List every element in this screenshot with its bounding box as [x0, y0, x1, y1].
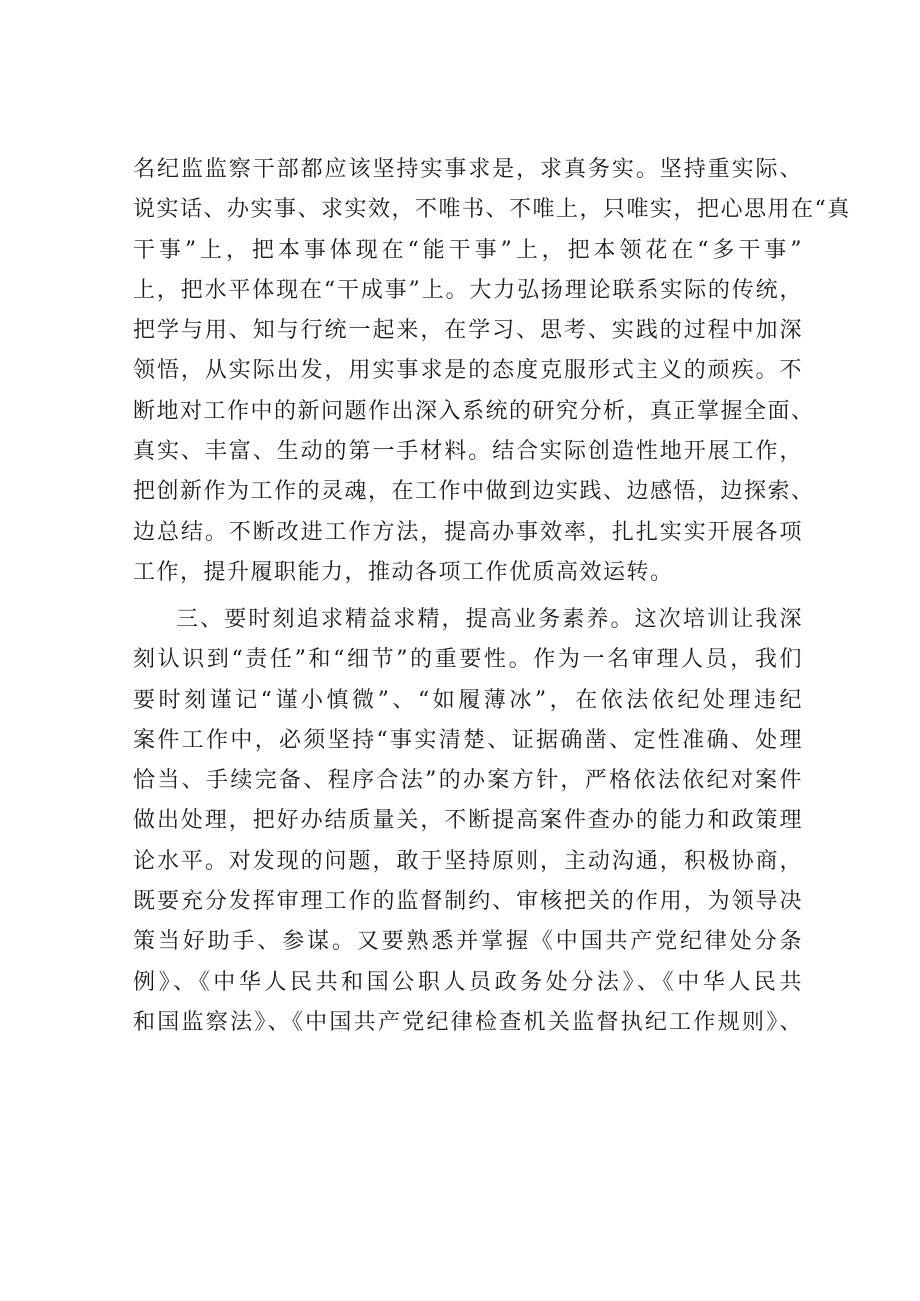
paragraph-2-line-3: 要时刻谨记“谨小慎微”、“如履薄冰”，在依法依纪处理违纪	[133, 688, 803, 713]
paragraph-2-line-11: 和国监察法》、《中国共产党纪律检查机关监督执纪工作规则》、	[133, 1010, 803, 1035]
paragraph-1-line-11: 工作，提升履职能力，推动各项工作优质高效运转。	[133, 560, 674, 585]
paragraph-2-line-4: 案件工作中，必须坚持“事实清楚、证据确凿、定性准确、处理	[133, 728, 803, 753]
paragraph-2-line-5: 恰当、手续完备、程序合法”的办案方针，严格依法依纪对案件	[133, 768, 803, 793]
paragraph-1-line-8: 真实、丰富、生动的第一手材料。结合实际创造性地开展工作，	[133, 439, 803, 464]
paragraph-2-line-2: 刻认识到“责任”和“细节”的重要性。作为一名审理人员，我们	[133, 647, 803, 672]
paragraph-2-line-10: 例》、《中华人民共和国公职人员政务处分法》、《中华人民共	[133, 970, 803, 995]
paragraph-1-line-9: 把创新作为工作的灵魂，在工作中做到边实践、边感悟，边探索、	[133, 479, 815, 504]
paragraph-2-line-6: 做出处理，把好办结质量关，不断提高案件查办的能力和政策理	[133, 808, 803, 833]
paragraph-1-line-6: 领悟，从实际出发，用实事求是的态度克服形式主义的顽疾。不	[133, 358, 803, 383]
paragraph-1-line-4: 上，把水平体现在“干成事”上。大力弘扬理论联系实际的传统，	[133, 278, 803, 303]
paragraph-1-line-5: 把学与用、知与行统一起来，在学习、思考、实践的过程中加深	[133, 318, 803, 343]
paragraph-1-line-1: 名纪监监察干部都应该坚持实事求是，求真务实。坚持重实际、	[133, 157, 803, 182]
paragraph-2-line-7: 论水平。对发现的问题，敢于坚持原则，主动沟通，积极协商，	[133, 849, 803, 874]
paragraph-2-line-1: 三、要时刻追求精益求精，提高业务素养。这次培训让我深	[176, 607, 803, 632]
paragraph-1-line-2: 说实话、办实事、求实效，不唯书、不唯上，只唯实，把心思用在“真	[133, 197, 851, 222]
paragraph-1-line-7: 断地对工作中的新问题作出深入系统的研究分析，真正掌握全面、	[133, 399, 815, 424]
paragraph-1-line-10: 边总结。不断改进工作方法，提高办事效率，扎扎实实开展各项	[133, 520, 803, 545]
paragraph-2-line-8: 既要充分发挥审理工作的监督制约、审核把关的作用，为领导决	[133, 889, 803, 914]
paragraph-1-line-3: 干事”上，把本事体现在“能干事”上，把本领花在“多干事”	[133, 238, 803, 263]
paragraph-2-line-9: 策当好助手、参谋。又要熟悉并掌握《中国共产党纪律处分条	[133, 929, 803, 954]
